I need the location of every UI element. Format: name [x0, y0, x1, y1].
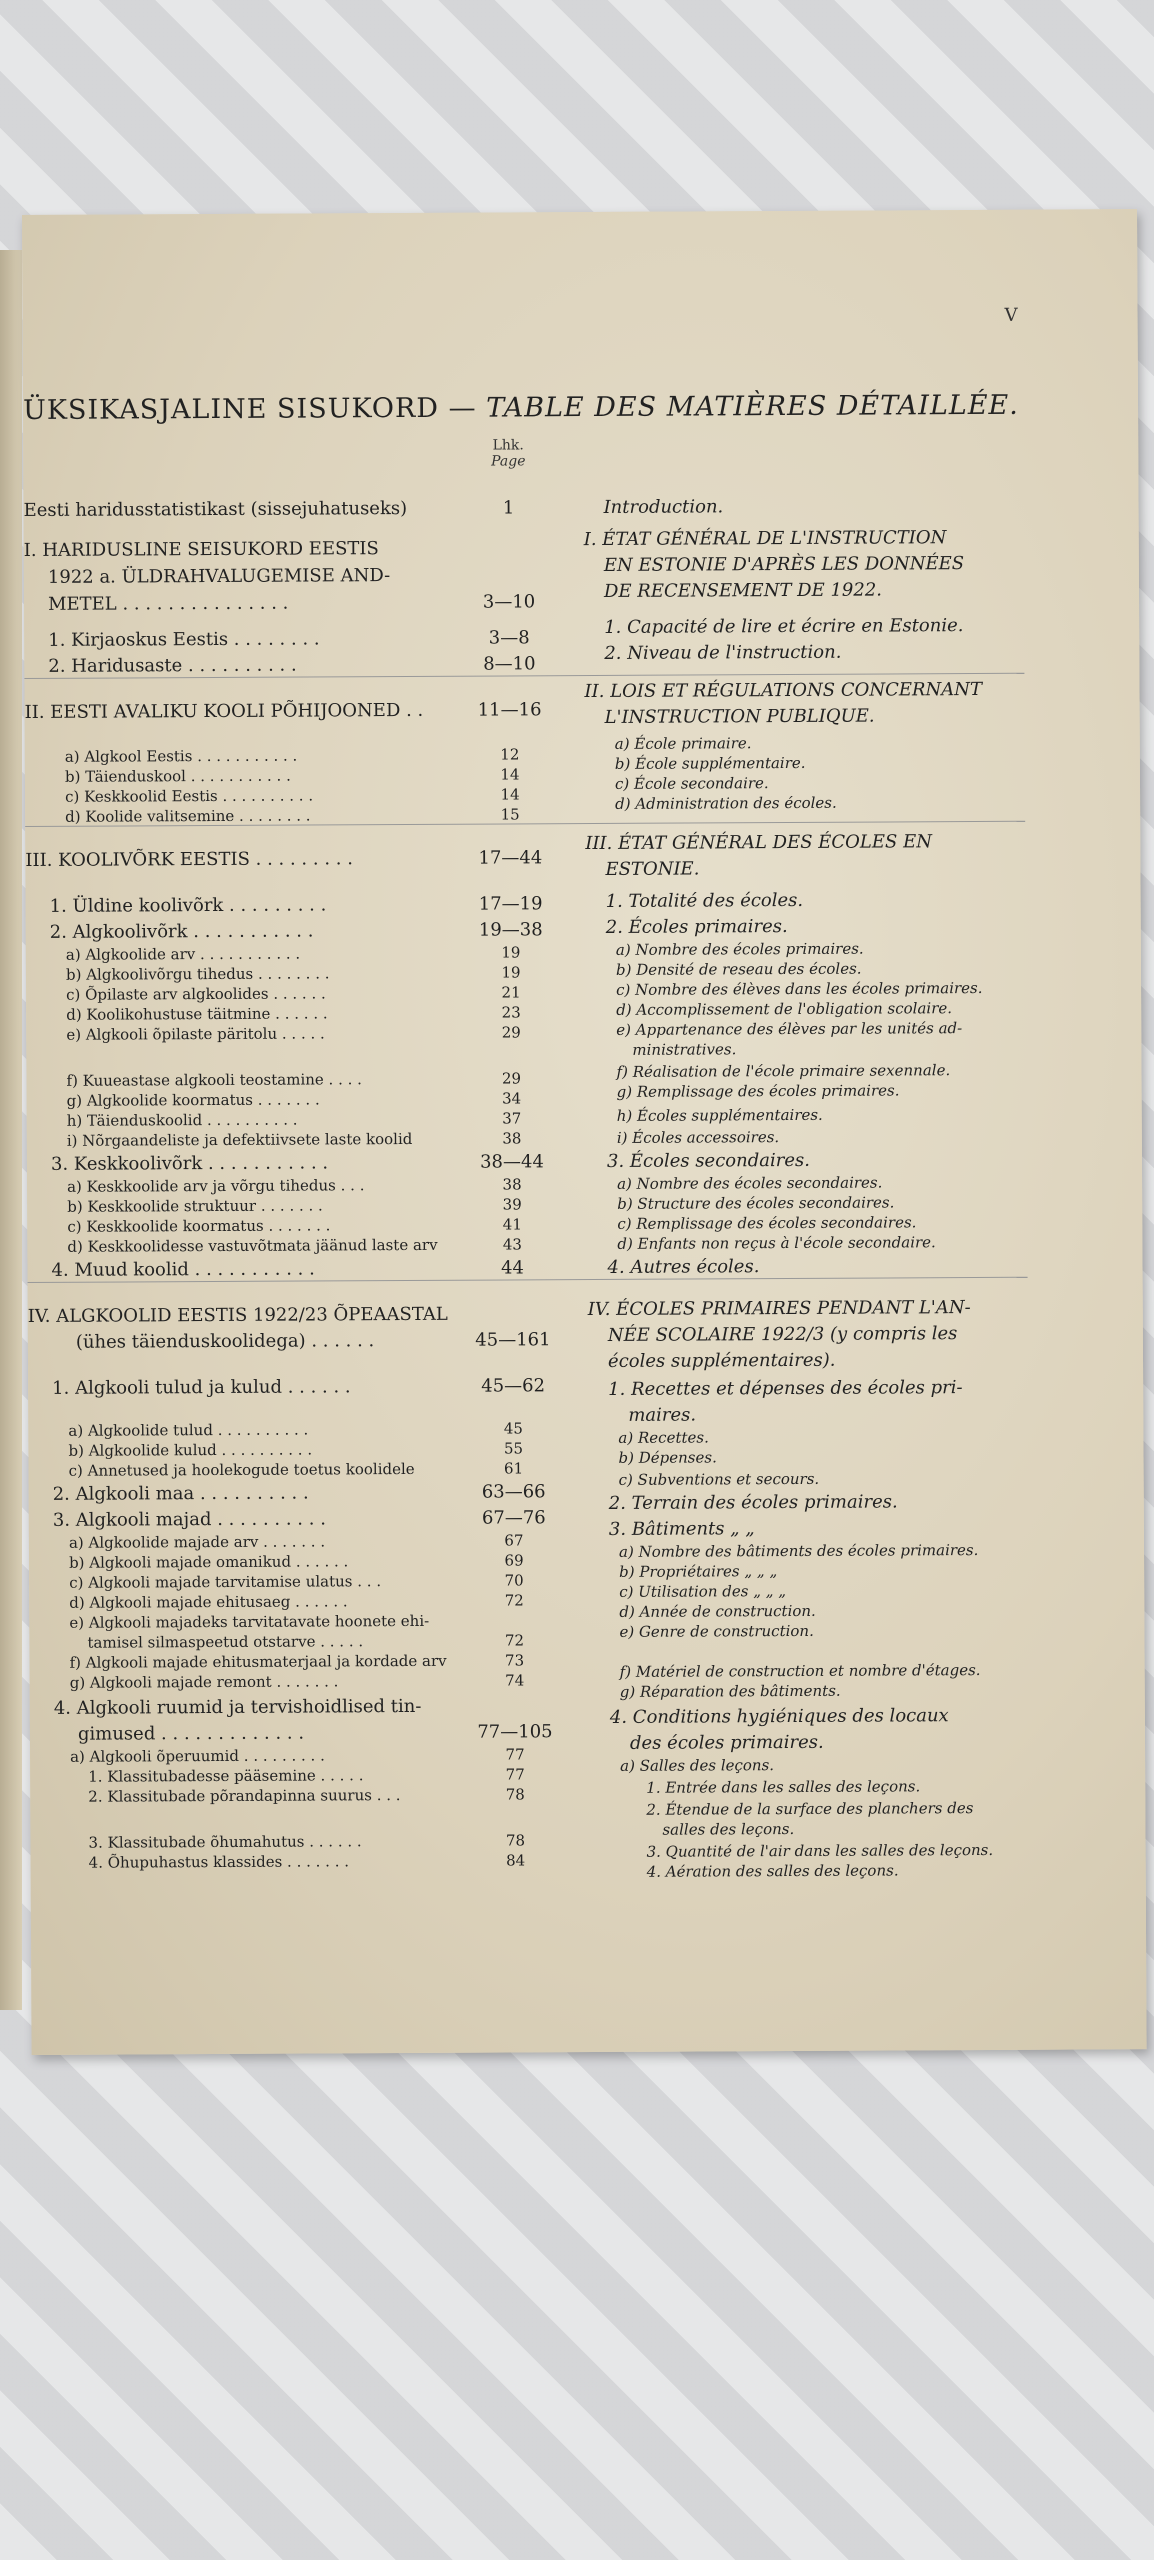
entry-title: 2. Haridusaste . . . . . . . . . . — [48, 654, 297, 677]
toc-entry-french: c) École secondaire. — [614, 774, 769, 793]
entry-title: (ühes täienduskoolidega) . . . . . . — [75, 1330, 375, 1353]
entry-title: I. HARIDUSLINE SEISUKORD EESTIS — [23, 538, 379, 561]
toc-entry-french: 1. Totalité des écoles. — [605, 889, 804, 912]
entry-title: i) Nõrgaandeliste ja defektiivsete laste koolid — [66, 1129, 413, 1150]
toc-entry-french: salles des leçons. — [662, 1819, 795, 1839]
page-column-header — [463, 437, 553, 469]
entry-title: d) Algkooli majade ehitusaeg . . . . . . — [69, 1592, 348, 1612]
toc-entry-estonian — [28, 1329, 588, 1353]
entry-page: 45—161 — [475, 1329, 551, 1351]
entry-page: 55 — [503, 1439, 524, 1458]
toc-entry-french: maires. — [628, 1404, 697, 1426]
toc-entry-french: ESTONIE. — [605, 858, 700, 880]
toc-entry-french: 2. Écoles primaires. — [605, 916, 788, 938]
entry-page: 45—62 — [481, 1375, 546, 1397]
entry-page: 19—38 — [478, 919, 543, 941]
toc-entry-french: f) Réalisation de l'école primaire sexennale. — [616, 1061, 951, 1081]
entry-title: b) Algkoolivõrgu tihedus . . . . . . . . — [65, 964, 330, 984]
toc-entry-french: h) Écoles supplémentaires. — [616, 1105, 823, 1125]
toc-entry-estonian — [26, 943, 586, 964]
entry-title: 1922 a. ÜLDRAHVALUGEMISE AND- — [47, 565, 391, 588]
toc-entry-french: 1. Recettes et dépenses des écoles pri- — [608, 1377, 963, 1400]
entry-page: 14 — [500, 785, 520, 804]
toc-entry-estonian — [24, 699, 585, 723]
entry-title: 3. Klassitubade õhumahutus . . . . . . — [88, 1832, 362, 1852]
entry-title: 4. Algkooli ruumid ja tervishoidlised tin- — [53, 1695, 422, 1719]
toc-entry-estonian — [26, 893, 586, 917]
entry-title: b) Keskkoolide struktuur . . . . . . . — [67, 1196, 323, 1216]
entry-page: 77 — [505, 1765, 525, 1784]
entry-title: e) Algkooli õpilaste päritolu . . . . . — [66, 1024, 325, 1044]
entry-page: 17—44 — [478, 847, 543, 869]
entry-page: 3—8 — [488, 627, 530, 649]
entry-page: 29 — [501, 1023, 521, 1042]
toc-entry-french: 2. Étendue de la surface des planchers des — [646, 1799, 974, 1819]
entry-page: 74 — [505, 1671, 525, 1690]
toc-entry-french: des écoles primaires. — [629, 1731, 824, 1754]
entry-page: 72 — [504, 1631, 525, 1650]
entry-page: 34 — [502, 1089, 522, 1108]
entry-title: g) Algkooli majade remont . . . . . . . — [69, 1672, 339, 1692]
entry-title: a) Algkoolide arv . . . . . . . . . . . — [65, 944, 301, 964]
toc-entry-french: L'INSTRUCTION PUBLIQUE. — [604, 705, 875, 728]
entry-page: 23 — [501, 1003, 521, 1022]
toc-entry-french: a) Recettes. — [618, 1428, 709, 1447]
entry-page: 19 — [501, 963, 521, 982]
entry-page: 77 — [505, 1745, 525, 1764]
entry-page: 29 — [501, 1069, 522, 1088]
entry-page — [444, 537, 574, 538]
toc-entry-estonian — [25, 847, 585, 871]
entry-title: c) Annetused ja hoolekogude toetus koolidele — [68, 1459, 415, 1480]
toc-entry-french: i) Écoles accessoires. — [616, 1128, 780, 1147]
toc-entry-french: d) Administration des écoles. — [615, 793, 837, 813]
toc-entry-estonian — [23, 497, 583, 521]
entry-page: 37 — [502, 1109, 522, 1128]
toc-entry-french: b) Structure des écoles secondaires. — [617, 1193, 895, 1213]
toc-entry-french: 3. Écoles secondaires. — [606, 1149, 810, 1172]
toc-entry-french: 3. Quantité de l'air dans les salles des leçons. — [646, 1840, 994, 1861]
toc-entry-french: a) Nombre des écoles secondaires. — [617, 1173, 883, 1193]
entry-title: b) Algkooli majade omanikud . . . . . . — [69, 1552, 349, 1572]
entry-title: f) Algkooli majade ehitusmaterjaal ja kordade arv — [69, 1651, 447, 1672]
entry-title: 1. Algkooli tulud ja kulud . . . . . . — [52, 1376, 351, 1399]
toc-entry-french: b) Densité de reseau des écoles. — [615, 959, 862, 979]
entry-title: 3. Algkooli majad . . . . . . . . . . — [52, 1508, 326, 1531]
french-toc — [583, 465, 1063, 1881]
toc-entry-french: a) Salles des leçons. — [620, 1756, 775, 1775]
entry-page: 45 — [503, 1419, 523, 1438]
entry-page: 78 — [505, 1831, 526, 1850]
toc-entry-estonian — [23, 537, 584, 561]
entry-title: III. KOOLIVÕRK EESTIS . . . . . . . . . — [25, 848, 353, 871]
toc-entry-french: c) Remplissage des écoles secondaires. — [617, 1213, 917, 1233]
toc-entry-french: c) Subventions et secours. — [618, 1469, 820, 1489]
toc-entry-estonian — [28, 1419, 588, 1440]
toc-entry-estonian — [24, 591, 584, 615]
toc-entry-french: II. LOIS ET RÉGULATIONS CONCERNANT — [584, 678, 983, 703]
toc-entry-estonian — [30, 1695, 590, 1719]
entry-page: 84 — [506, 1851, 526, 1870]
entry-page: 44 — [501, 1257, 525, 1279]
toc-entry-estonian — [27, 1151, 587, 1175]
entry-title: 2. Algkooli maa . . . . . . . . . . — [52, 1482, 309, 1505]
toc-entry-french: 3. Bâtiments „ „ — [608, 1518, 755, 1540]
toc-entry-french: d) Enfants non reçus à l'école secondaire. — [617, 1233, 936, 1253]
toc-entry-french: e) Genre de construction. — [619, 1621, 814, 1641]
entry-page: 73 — [504, 1651, 525, 1670]
entry-page: 8—10 — [483, 653, 536, 675]
entry-page: 15 — [500, 805, 520, 824]
entry-page — [444, 564, 574, 565]
toc-entry-estonian — [27, 1257, 587, 1281]
entry-title: b) Algkoolide kulud . . . . . . . . . . — [68, 1440, 313, 1460]
entry-title: d) Koolikohustuse täitmine . . . . . . — [66, 1004, 328, 1024]
entry-title: gimused . . . . . . . . . . . . . — [77, 1722, 305, 1745]
entry-title: h) Täienduskoolid . . . . . . . . . . — [66, 1110, 298, 1130]
entry-title: a) Algkool Eestis . . . . . . . . . . . — [64, 746, 298, 766]
toc-entry-french: 2. Niveau de l'instruction. — [604, 641, 842, 664]
toc-entry-estonian — [24, 564, 584, 588]
entry-page: 19 — [501, 943, 521, 962]
toc-entry-french: g) Remplissage des écoles primaires. — [616, 1081, 900, 1101]
entry-title: 4. Õhupuhastus klassides . . . . . . . — [88, 1852, 350, 1872]
toc-entry-french: a) Nombre des écoles primaires. — [615, 939, 864, 959]
entry-page: 3—10 — [482, 591, 536, 613]
lhk-label: Lhk. — [492, 437, 524, 454]
entry-title: a) Algkoolide tulud . . . . . . . . . . — [68, 1420, 309, 1440]
entry-page: 14 — [500, 765, 520, 784]
toc-entry-french: e) Appartenance des élèves par les unités ad- — [616, 1019, 963, 1039]
entry-title: tamisel silmaspeetud otstarve . . . . . — [87, 1632, 364, 1652]
entry-page: 12 — [500, 745, 520, 764]
entry-page — [448, 1303, 578, 1304]
entry-page: 77—105 — [477, 1721, 553, 1743]
entry-title: c) Algkooli majade tarvitamise ulatus . . . — [69, 1572, 382, 1592]
toc-entry-french: DE RECENSEMENT DE 1922. — [603, 579, 883, 602]
entry-page — [449, 1611, 579, 1612]
entry-page: 61 — [503, 1459, 524, 1478]
toc-entry-estonian — [29, 1531, 589, 1552]
toc-entry-french: 4. Autres écoles. — [607, 1256, 760, 1278]
entry-title: 4. Muud koolid . . . . . . . . . . . — [51, 1258, 315, 1281]
toc-entry-estonian — [25, 745, 585, 766]
toc-entry-estonian — [26, 1069, 586, 1090]
toc-entry-french: b) Dépenses. — [618, 1448, 717, 1467]
entry-title: II. EESTI AVALIKU KOOLI PÕHIJOONED . . — [24, 699, 424, 723]
entry-title: b) Täienduskool . . . . . . . . . . . — [64, 766, 291, 786]
entry-title: Eesti haridusstatistikast (sissejuhatuseks) — [23, 497, 408, 521]
toc-entry-french: 4. Aération des salles des leçons. — [646, 1861, 899, 1881]
entry-page: 1 — [502, 497, 515, 519]
entry-page: 63—66 — [481, 1481, 546, 1503]
entry-title: f) Kuueastase algkooli teostamine . . . . — [66, 1070, 362, 1090]
toc-entry-estonian — [28, 1375, 588, 1399]
toc-entry-french: 2. Terrain des écoles primaires. — [608, 1491, 898, 1514]
heading-estonian: ÜKSIKASJALINE SISUKORD — [22, 392, 440, 426]
toc-entry-french: IV. ÉCOLES PRIMAIRES PENDANT L'AN- — [587, 1297, 971, 1321]
book-spine-edge — [0, 250, 22, 2010]
entry-title: c) Õpilaste arv algkoolides . . . . . . — [66, 984, 326, 1004]
page-label: Page — [491, 453, 526, 470]
document-page — [22, 209, 1147, 2055]
toc-entry-french: b) École supplémentaire. — [614, 753, 806, 773]
toc-entry-estonian — [27, 1303, 588, 1327]
entry-title: METEL . . . . . . . . . . . . . . . — [47, 592, 289, 615]
entry-page: 17—19 — [478, 893, 543, 915]
entry-title: 1. Klassitubadesse pääsemine . . . . . — [88, 1766, 364, 1786]
entry-page: 38 — [502, 1175, 522, 1194]
entry-title: e) Algkooli majadeks tarvitatavate hoonete ehi- — [69, 1611, 430, 1632]
toc-entry-estonian — [24, 627, 584, 651]
toc-entry-french: c) Utilisation des „ „ „ — [619, 1582, 787, 1601]
entry-page: 72 — [504, 1591, 524, 1610]
entry-page: 43 — [502, 1235, 522, 1254]
entry-page: 39 — [502, 1195, 522, 1214]
entry-title: a) Algkooli õperuumid . . . . . . . . . — [70, 1746, 325, 1766]
entry-page: 67—76 — [481, 1507, 546, 1529]
entry-title: a) Algkoolide majade arv . . . . . . . — [68, 1532, 326, 1552]
entry-page: 38—44 — [480, 1151, 544, 1173]
toc-entry-french: f) Matériel de construction et nombre d'étages. — [619, 1661, 981, 1681]
toc-entry-french: 1. Entrée dans les salles des leçons. — [646, 1777, 921, 1797]
page-number: V — [1004, 304, 1018, 326]
entry-page: 11—16 — [477, 699, 542, 721]
toc-entry-french: EN ESTONIE D'APRÈS LES DONNÉES — [603, 553, 965, 576]
toc-entry-estonian — [27, 1175, 587, 1196]
toc-entry-french: c) Nombre des élèves dans les écoles primaires. — [616, 978, 983, 999]
toc-entry-estonian — [29, 1507, 589, 1531]
entry-page: 38 — [502, 1129, 522, 1148]
entry-page: 67 — [504, 1531, 524, 1550]
toc-entry-estonian — [29, 1481, 589, 1505]
entry-title: a) Keskkoolide arv ja võrgu tihedus . . . — [67, 1176, 365, 1196]
entry-title: g) Algkoolide koormatus . . . . . . . — [66, 1090, 320, 1110]
toc-entry-french: g) Réparation des bâtiments. — [619, 1681, 841, 1701]
entry-page: 21 — [501, 983, 521, 1002]
entry-title: c) Keskkoolide koormatus . . . . . . . — [67, 1216, 331, 1236]
entry-page: 70 — [504, 1571, 524, 1590]
entry-title: 1. Üldine koolivõrk . . . . . . . . . — [49, 894, 327, 917]
entry-title: c) Keskkoolid Eestis . . . . . . . . . . — [64, 786, 314, 806]
entry-title: 3. Keskkoolivõrk . . . . . . . . . . . — [50, 1152, 329, 1175]
toc-entry-french: a) École primaire. — [614, 734, 752, 753]
toc-entry-estonian — [24, 653, 584, 677]
toc-entry-estonian — [30, 1745, 590, 1766]
page-heading — [23, 390, 1023, 426]
toc-entry-french: 4. Conditions hygiéniques des locaux — [609, 1705, 949, 1728]
toc-entry-french: NÉE SCOLAIRE 1922/3 (y compris les — [607, 1323, 958, 1346]
entry-page: 41 — [502, 1215, 522, 1234]
toc-entry-french: 1. Capacité de lire et écrire en Estonie. — [604, 615, 964, 638]
toc-entry-french: III. ÉTAT GÉNÉRAL DES ÉCOLES EN — [585, 831, 932, 855]
entry-page: 78 — [505, 1785, 525, 1804]
entry-title: d) Keskkoolidesse vastuvõtmata jäänud laste arv — [67, 1235, 438, 1256]
entry-page — [450, 1695, 580, 1696]
entry-title: 2. Klassitubade põrandapinna suurus . . . — [88, 1786, 401, 1806]
toc-entry-french: I. ÉTAT GÉNÉRAL DE L'INSTRUCTION — [583, 527, 947, 551]
toc-entry-estonian — [26, 919, 586, 943]
heading-dash: — — [448, 392, 477, 424]
entry-title: IV. ALGKOOLID EESTIS 1922/23 ÕPEAASTAL — [27, 1303, 448, 1327]
entry-title: d) Koolide valitsemine . . . . . . . . — [65, 806, 311, 826]
toc-entry-estonian — [30, 1831, 590, 1852]
entry-title: 1. Kirjaoskus Eestis . . . . . . . . — [48, 628, 320, 651]
toc-entry-french: d) Année de construction. — [619, 1601, 816, 1621]
toc-entry-french: a) Nombre des bâtiments des écoles primaires. — [618, 1541, 979, 1561]
toc-entry-french: écoles supplémentaires). — [607, 1349, 836, 1372]
toc-entry-french: b) Propriétaires „ „ „ — [619, 1562, 778, 1581]
toc-entry-french: ministratives. — [632, 1040, 737, 1059]
entry-title: 2. Algkoolivõrk . . . . . . . . . . . — [49, 920, 314, 943]
heading-french: TABLE DES MATIÈRES DÉTAILLÉE. — [486, 389, 1019, 424]
toc-entry-french: Introduction. — [603, 496, 724, 518]
toc-entry-estonian — [30, 1721, 590, 1745]
toc-entry-french: d) Accomplissement de l'obligation scolaire. — [616, 999, 953, 1019]
entry-page: 69 — [504, 1551, 524, 1570]
